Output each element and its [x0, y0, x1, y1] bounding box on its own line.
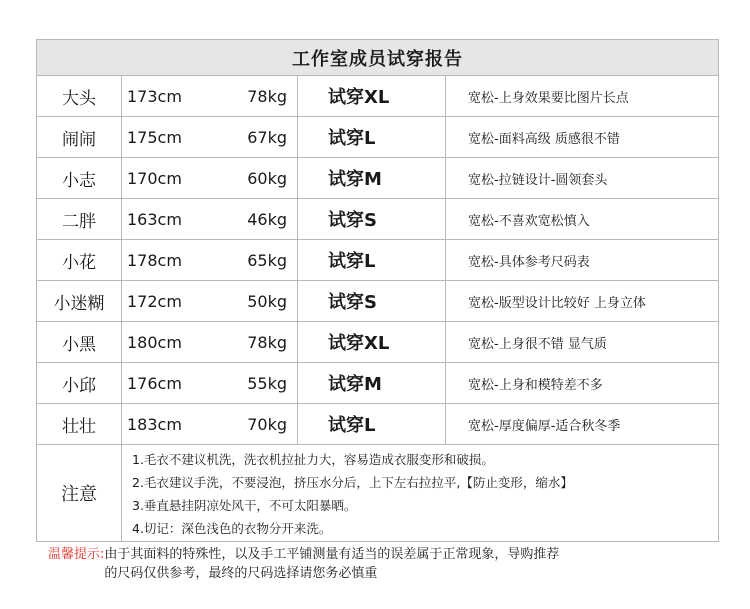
- fitted-size: 试穿L: [298, 117, 446, 157]
- care-notes: [37, 445, 718, 541]
- member-name: 二胖: [37, 199, 122, 239]
- note-item: 4.切记：深色浅色的衣物分开来洗。: [132, 521, 332, 536]
- member-weight: 65kg: [204, 240, 298, 280]
- fitted-size: 试穿L: [298, 404, 446, 444]
- member-height: 170cm: [127, 168, 182, 188]
- tip-text: [104, 545, 559, 583]
- fit-description: 宽松-面料高级 质感很不错: [468, 131, 620, 147]
- fit-description: 宽松-版型设计比较好 上身立体: [468, 295, 646, 311]
- member-height: 178cm: [127, 250, 182, 270]
- table-row: [37, 363, 718, 404]
- fitted-size: 试穿S: [298, 281, 446, 321]
- member-name: 小邱: [37, 363, 122, 403]
- member-height: 175cm: [127, 127, 182, 147]
- fitted-size: 试穿XL: [298, 76, 446, 116]
- member-height: 172cm: [127, 291, 182, 311]
- table-row: [37, 404, 718, 445]
- notes-list: [122, 445, 718, 541]
- member-name: 小志: [37, 158, 122, 198]
- fit-description: 宽松-不喜欢宽松慎入: [468, 213, 590, 229]
- table-row: [37, 76, 718, 117]
- member-name: 闹闹: [37, 117, 122, 157]
- warm-tip: [48, 545, 559, 583]
- table-row: [37, 240, 718, 281]
- fit-description: 宽松-上身效果要比图片长点: [468, 90, 629, 106]
- fitting-report-table: [36, 39, 719, 542]
- member-height: 183cm: [127, 414, 182, 434]
- member-weight: 55kg: [204, 363, 298, 403]
- tip-line: 的尺码仅供参考，最终的尺码选择请您务必慎重: [104, 566, 378, 581]
- member-name: 小迷糊: [37, 281, 122, 321]
- fit-description: 宽松-厚度偏厚-适合秋冬季: [468, 418, 621, 434]
- fitted-size: 试穿XL: [298, 322, 446, 362]
- member-weight: 60kg: [204, 158, 298, 198]
- fitted-size: 试穿S: [298, 199, 446, 239]
- member-height: 173cm: [127, 86, 182, 106]
- table-row: [37, 117, 718, 158]
- fitted-size: 试穿M: [298, 158, 446, 198]
- table-row: [37, 322, 718, 363]
- member-weight: 78kg: [204, 322, 298, 362]
- note-item: 3.垂直悬挂阴凉处风干，不可太阳暴晒。: [132, 498, 357, 513]
- table-row: [37, 281, 718, 322]
- fit-description: 宽松-具体参考尺码表: [468, 254, 590, 270]
- member-weight: 78kg: [204, 76, 298, 116]
- tip-line: 由于其面料的特殊性，以及手工平铺测量有适当的误差属于正常现象，导购推荐: [104, 547, 560, 562]
- member-height: 176cm: [127, 373, 182, 393]
- table-row: [37, 199, 718, 240]
- fitted-size: 试穿L: [298, 240, 446, 280]
- notes-label: 注意: [37, 445, 122, 541]
- note-item: 2.毛衣建议手洗，不要浸泡，挤压水分后，上下左右拉拉平,【防止变形，缩水】: [132, 475, 573, 490]
- member-weight: 50kg: [204, 281, 298, 321]
- fit-description: 宽松-上身和模特差不多: [468, 377, 603, 393]
- member-weight: 67kg: [204, 117, 298, 157]
- member-name: 大头: [37, 76, 122, 116]
- table-row: [37, 158, 718, 199]
- member-height: 163cm: [127, 209, 182, 229]
- fitted-size: 试穿M: [298, 363, 446, 403]
- fit-description: 宽松-拉链设计-圆领套头: [468, 172, 608, 188]
- fit-description: 宽松-上身很不错 显气质: [468, 336, 607, 352]
- member-weight: 70kg: [204, 404, 298, 444]
- member-height: 180cm: [127, 332, 182, 352]
- member-name: 小花: [37, 240, 122, 280]
- member-name: 小黑: [37, 322, 122, 362]
- table-title: 工作室成员试穿报告: [37, 40, 718, 76]
- member-name: 壮壮: [37, 404, 122, 444]
- note-item: 1.毛衣不建议机洗，洗衣机拉扯力大，容易造成衣服变形和破损。: [132, 452, 494, 467]
- tip-label: 温馨提示:: [48, 547, 105, 562]
- member-weight: 46kg: [204, 199, 298, 239]
